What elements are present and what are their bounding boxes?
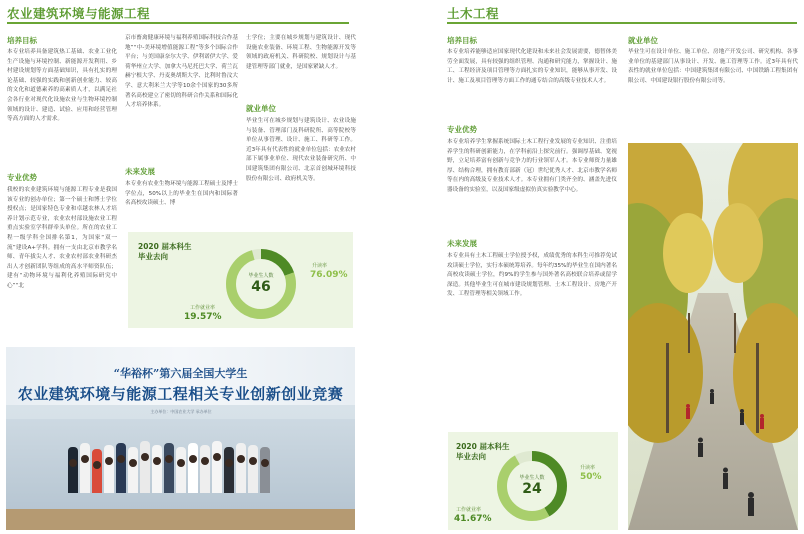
right-employ-heading: 就业单位 bbox=[628, 36, 658, 45]
left-stats-card bbox=[128, 232, 353, 328]
left-section-title: 农业建筑环境与能源工程 bbox=[7, 6, 151, 21]
people-group bbox=[64, 433, 274, 513]
right-further-pct: 50% bbox=[580, 472, 602, 482]
left-employ-heading: 就业单位 bbox=[246, 104, 276, 113]
left-employ-pct: 19.57% bbox=[184, 312, 222, 322]
banner-line2: 农业建筑环境与能源工程相关专业创新创业竞赛 bbox=[17, 385, 344, 403]
right-goal-text: 本专业培养能够适应国家现代化建设和未来社会发展需要，德智体美劳全面发展，具有较强的组织管理、沟通和研究能力，掌握设计、施工、工程经济及项目管理等方面扎实的专业知识，能够从事开发、设计、施工及项目管理等方面工作的通专结合的高级专业技术人才。 bbox=[447, 49, 617, 84]
right-employ-text: 毕业生可在设计单位、施工单位、房地产开发公司、研究机构、各事业单位的基建部门从事设计、开发、施工管理等工作。近3年具有代表性的就业单位包括：中国建筑集团有限公司、中国铁路工程集团有限公司、中国建设银行股份有限公司等。 bbox=[628, 49, 798, 84]
left-further-label: 升读率 bbox=[312, 263, 328, 269]
left-future-text: 本专业有农业生物环境与能源工程硕士及博士学位点，50%以上的毕业生在国内和国际著名高校攻读硕士、博 bbox=[125, 181, 238, 207]
right-stats-card bbox=[448, 432, 618, 530]
right-goal-heading: 培养目标 bbox=[447, 36, 477, 45]
right-section-title: 土木工程 bbox=[447, 6, 500, 21]
banner-line1: “华裕杯”第六届全国大学生 bbox=[113, 367, 248, 380]
left-stats-subtitle: 毕业去向 bbox=[138, 252, 168, 261]
left-employ-text: 毕业生可在城乡规划与建筑设计、农业设施与装备、管理部门及科研院所、高等院校等单位从事管理、设计、施工、科研等工作。近3年具有代表性的就业单位包括：农业农村部下属事业单位、现代农业装备研究所、中国建筑集团有限公司、北京首创城环境科技股份有限公司、政府机关等。 bbox=[246, 118, 356, 182]
left-further-pct: 76.09% bbox=[310, 270, 348, 280]
left-advantage-text: 我校的农业建筑环境与能源工程专业是我国该专业的创办单位；第一个硕士和博士学位授权点；是国家特色专业和卓越农林人才培养计划示范专业，农业农村部设施农业工程重点实验室学科群牵头单位。所在的农业工程一级学科全国排名第1，为国家“双一流”建设A+学科。拥有一支由北京市教学名师、青年拔尖人才、农业农村部农业科研杰出人才创新团队等组成的高水平师资队伍；建有“动物环境与福利化养殖国际研究中心”“北 bbox=[7, 187, 117, 289]
right-donut-total: 24 bbox=[522, 481, 542, 497]
left-goal-text: 本专业培养具备建筑热工基础、农业工业化生产设施与环境控制、新能源开发利用、乡村建设规划等方面基础知识，具有扎实的理论基础、较强的实践和创新创业能力、较高的文化和道德素养的高素质人才，以满足社会各行业对现代化设施农业与生物环境控制领域的设计、建造、试验、应用和经营管理等高方面的人才需求。 bbox=[7, 49, 117, 123]
right-employ-label: 工作就业率 bbox=[456, 507, 482, 513]
left-donut-total: 46 bbox=[251, 279, 271, 295]
right-title-underline bbox=[447, 22, 797, 24]
right-employ-pct: 41.67% bbox=[454, 514, 492, 524]
right-further-label: 升读率 bbox=[580, 465, 596, 471]
right-future-heading: 未来发展 bbox=[447, 239, 477, 248]
campus-photo bbox=[628, 143, 798, 530]
banner-small-text: 主办单位：中国农业大学 承办单位 bbox=[150, 409, 212, 414]
left-goal-heading: 培养目标 bbox=[7, 36, 37, 45]
left-future-heading: 未来发展 bbox=[125, 167, 155, 176]
left-col3-text: 士学位；主要在城乡规划与建筑设计、现代设施农业装备、环境工程、生物能源开发等领域的政府机关、科研院校、规划设计与基建管理等部门就业，是国家紧缺人才。 bbox=[246, 35, 356, 70]
left-stats-title: 2020 届本科生 bbox=[138, 242, 192, 251]
left-title-underline bbox=[7, 22, 349, 24]
left-advantage-heading: 专业优势 bbox=[7, 173, 37, 182]
right-advantage-heading: 专业优势 bbox=[447, 125, 477, 134]
left-donut-center-label: 毕业生人数 bbox=[248, 273, 274, 279]
right-stats-subtitle: 毕业去向 bbox=[456, 452, 486, 461]
right-future-text: 本专业具有土木工程硕士学位授予权，成绩优秀的本科生可推荐免试攻读硕士学位，实行本硕统筹培养。每年约35%的毕业生在国内著名高校攻读硕士学位，约9%的学生参与国外著名高校联合培养或留学深造。其他毕业生可在城市建设规划管理、土木工程设计、房地产开发、工程管理等相关领域工作。 bbox=[447, 253, 617, 298]
right-advantage-text: 本专业培养学生掌握系统国际土木工程行业发展的专业知识、注重培养学生的科研创新能力，在学科前沿上探究前行。强调厚基础、宽视野，立足培养富有创新与竞争力的行业领军人才。本专业师资力量雄厚、结构合理，拥有教育部新（冠）世纪优秀人才、北京市教学名师等在内的高级及专业技术人才。本专业拥有门类齐全的、涵盖先进仪器设备的实验室，以及国家级虚拟仿真实验教学中心。 bbox=[447, 139, 617, 193]
right-donut-center-label: 毕业生人数 bbox=[519, 475, 545, 481]
left-col2-text: 京市畜禽健康环境与福利养殖国际科技合作基地”“中-美环境增值能源工程”等多个国际合作平台；与美国康奈尔大学、伊利诺伊大学、爱荷华州立大学、加拿大马尼托巴大学、荷兰瓦赫宁根大学、丹麦奥胡斯大学、比利时鲁汶大学、意大利米兰大学等10余个国家的30多所著名高校建立了密切的科研合作关系和国际化人才培养体系。 bbox=[125, 35, 238, 109]
right-stats-title: 2020 届本科生 bbox=[456, 442, 510, 451]
campus-illustration bbox=[628, 143, 798, 530]
competition-photo bbox=[6, 347, 355, 530]
left-employ-label: 工作就业率 bbox=[190, 305, 216, 311]
